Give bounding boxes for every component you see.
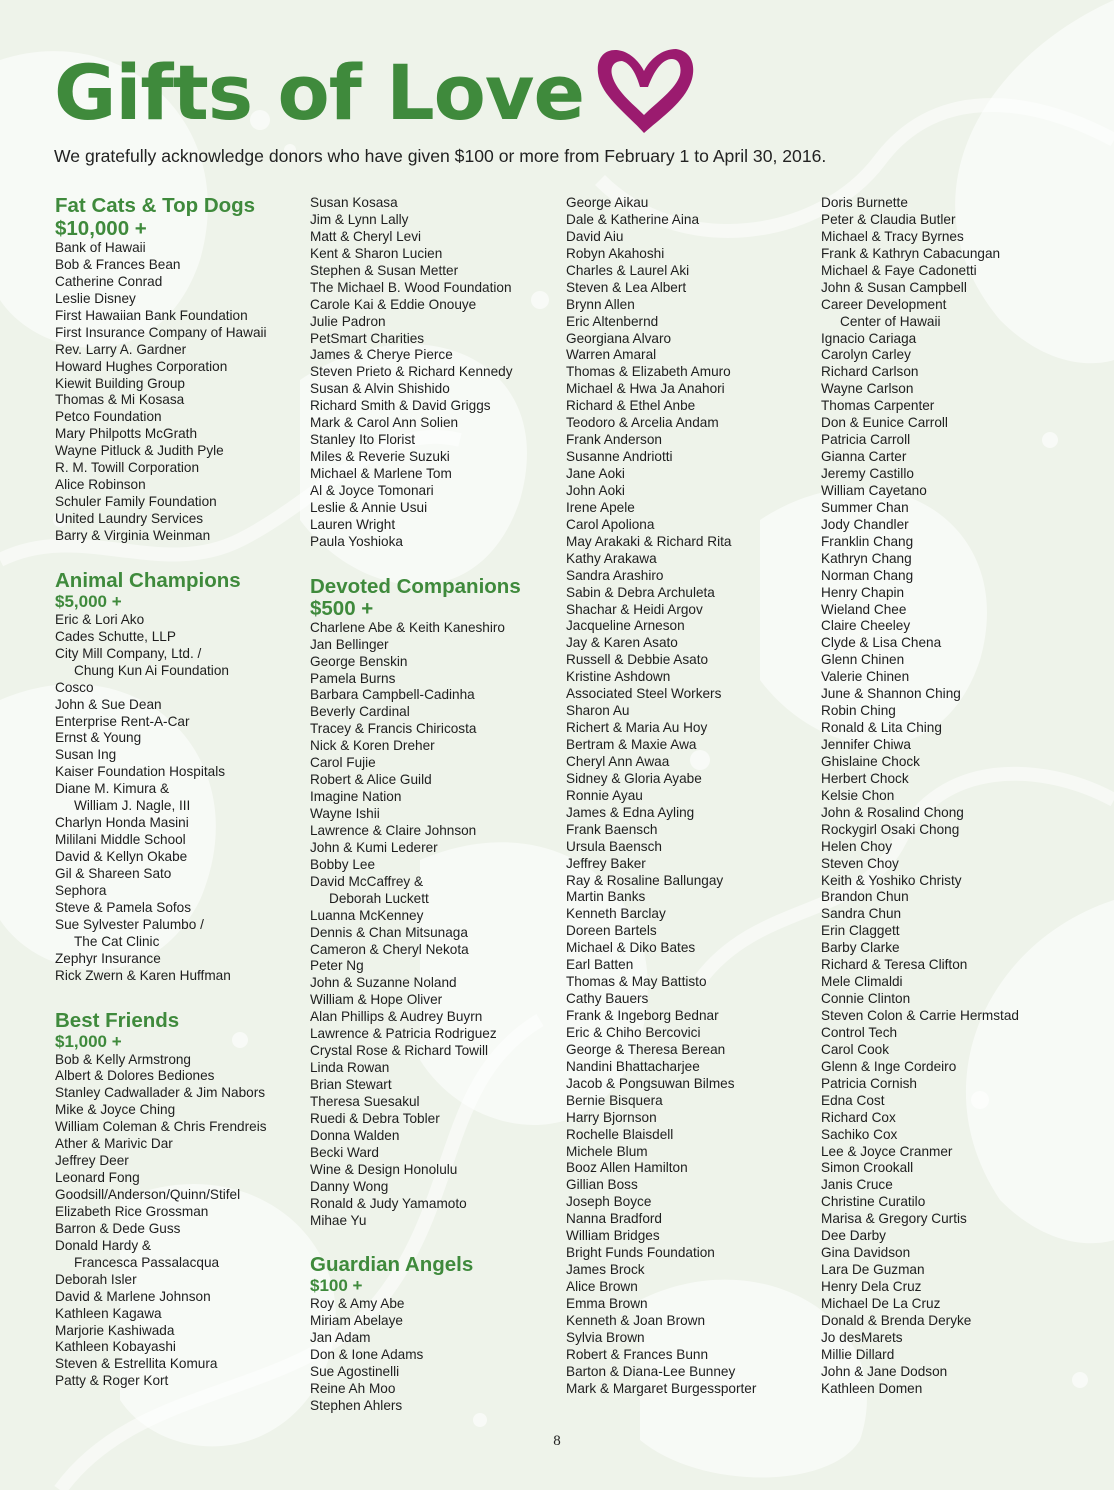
donor-name: United Laundry Services xyxy=(55,511,204,526)
donor-list xyxy=(55,240,303,545)
donor-name: Francesca Passalacqua xyxy=(74,1254,220,1270)
donor-name: Joseph Boyce xyxy=(566,1194,652,1210)
donor-name: Kathleen Kagawa xyxy=(55,1305,162,1321)
column-4 xyxy=(821,195,1069,1398)
donor-name: Diane M. Kimura & xyxy=(55,781,170,797)
donor-name: Doris Burnette xyxy=(821,195,908,210)
donor-name: George Aikau xyxy=(566,195,649,210)
donor-name: Gillian Boss xyxy=(566,1177,638,1193)
donor-name: Jacob & Pongsuwan Bilmes xyxy=(566,1075,735,1091)
donor-name: Leslie Disney xyxy=(55,290,136,306)
donor-name: Ernst & Young xyxy=(55,730,142,746)
donor-name: David & Marlene Johnson xyxy=(55,1288,211,1304)
donor-name: Edna Cost xyxy=(821,1092,885,1108)
donor-name: Sachiko Cox xyxy=(821,1126,898,1142)
donor-name: Sharon Au xyxy=(566,703,630,719)
donor-name: Ather & Marivic Dar xyxy=(55,1136,173,1152)
donor-name: Peter Ng xyxy=(310,958,364,974)
donor-name: Alice Brown xyxy=(566,1279,638,1294)
donor-name: Thomas & May Battisto xyxy=(566,974,707,990)
donor-name: Helen Choy xyxy=(821,838,893,854)
donor-name: Brandon Chun xyxy=(821,889,909,905)
section-amount: $500 + xyxy=(310,596,374,620)
donor-name: Lauren Wright xyxy=(310,516,396,532)
donor-name: Wayne Carlson xyxy=(821,381,914,397)
donor-name: John Aoki xyxy=(566,482,625,498)
donor-name: Julie Padron xyxy=(310,313,386,329)
donor-name: Cameron & Cheryl Nekota xyxy=(310,941,469,957)
donor-name: George Benskin xyxy=(310,653,408,669)
donor-name: Janis Cruce xyxy=(821,1177,893,1193)
donor-name: Rev. Larry A. Gardner xyxy=(55,341,187,357)
donor-name: Shachar & Heidi Argov xyxy=(566,601,703,617)
donor-name: Kathryn Chang xyxy=(821,550,912,566)
donor-name: Theresa Suesakul xyxy=(310,1093,420,1109)
donor-name: The Michael B. Wood Foundation xyxy=(310,279,512,295)
donor-name: Mele Climaldi xyxy=(821,974,903,990)
donor-name: Martin Banks xyxy=(566,889,646,905)
donor-name: Jeffrey Baker xyxy=(566,855,646,871)
donor-name: Marisa & Gregory Curtis xyxy=(821,1211,967,1227)
donor-name: Mark & Carol Ann Solien xyxy=(310,415,459,431)
donor-name: Steven Prieto & Richard Kennedy xyxy=(310,364,513,380)
donor-name: Leslie & Annie Usui xyxy=(310,499,428,515)
donor-name: Connie Clinton xyxy=(821,991,911,1007)
donor-name: Pamela Burns xyxy=(310,670,396,686)
donor-name: Luanna McKenney xyxy=(310,907,424,923)
donor-name: Mark & Margaret Burgessporter xyxy=(566,1380,757,1396)
donor-name: Petco Foundation xyxy=(55,409,162,425)
donor-name: Ronald & Judy Yamamoto xyxy=(310,1195,467,1211)
donor-name: Becki Ward xyxy=(310,1144,379,1160)
donor-name: Earl Batten xyxy=(566,957,634,973)
donor-name: Rochelle Blaisdell xyxy=(566,1126,674,1142)
donor-name: Schuler Family Foundation xyxy=(55,494,217,510)
donor-name: John & Suzanne Noland xyxy=(310,975,457,991)
page-number: 8 xyxy=(553,1433,561,1449)
donor-name: Glenn Chinen xyxy=(821,652,905,668)
donor-name: Sue Sylvester Palumbo / xyxy=(55,916,204,932)
donor-name: Sylvia Brown xyxy=(566,1329,645,1345)
donor-name: Carol Cook xyxy=(821,1041,889,1057)
donor-name: Robert & Frances Bunn xyxy=(566,1346,709,1362)
donor-name: John & Kumi Lederer xyxy=(310,839,438,855)
donor-name: Dee Darby xyxy=(821,1228,886,1244)
donor-name: Beverly Cardinal xyxy=(310,704,410,720)
donor-name: Donald & Brenda Deryke xyxy=(821,1312,972,1328)
donor-name: John & Sue Dean xyxy=(55,696,162,712)
donor-name: David & Kellyn Okabe xyxy=(55,849,188,864)
donor-name: James & Edna Ayling xyxy=(566,804,695,820)
donor-name: Kathleen Domen xyxy=(821,1380,923,1396)
donor-name: Kaiser Foundation Hospitals xyxy=(55,764,226,780)
donor-name: Al & Joyce Tomonari xyxy=(310,482,434,498)
donor-name: Sabin & Debra Archuleta xyxy=(566,584,715,600)
donor-name: Miles & Reverie Suzuki xyxy=(310,449,450,465)
donor-name: Michael & Marlene Tom xyxy=(310,466,452,481)
donor-name: Cosco xyxy=(55,679,94,695)
donor-name: Eric & Chiho Bercovici xyxy=(566,1024,701,1040)
donor-name: John & Rosalind Chong xyxy=(821,804,964,820)
donor-name: Tracey & Francis Chiricosta xyxy=(310,721,477,737)
donor-name: Gil & Shareen Sato xyxy=(55,865,172,881)
donor-name: Reine Ah Moo xyxy=(310,1381,396,1397)
donor-name: William & Hope Oliver xyxy=(310,992,443,1008)
donor-name: Steven Choy xyxy=(821,855,899,871)
donor-name: Jody Chandler xyxy=(821,516,909,532)
donor-name: James & Cherye Pierce xyxy=(310,347,453,363)
donor-name: Erin Claggett xyxy=(821,923,900,939)
donor-name: Susan Kosasa xyxy=(310,195,398,210)
section-title: Fat Cats & Top Dogs xyxy=(55,194,256,217)
donor-name: Simon Crookall xyxy=(821,1160,914,1176)
donor-name: Emma Brown xyxy=(566,1295,648,1311)
donor-name: Patty & Roger Kort xyxy=(55,1373,169,1389)
donor-name: Leonard Fong xyxy=(55,1170,140,1186)
donor-name: Center of Hawaii xyxy=(840,313,941,329)
donor-name: Susan Ing xyxy=(55,747,117,763)
donor-name: Charlene Abe & Keith Kaneshiro xyxy=(310,619,505,635)
donor-name: Mihae Yu xyxy=(310,1212,367,1228)
donor-name: William Bridges xyxy=(566,1228,660,1244)
donor-name: Jeffrey Deer xyxy=(55,1153,129,1169)
section-best-friends-continued xyxy=(310,195,558,551)
donor-name: John & Susan Campbell xyxy=(821,279,967,295)
donor-name: Russell & Debbie Asato xyxy=(566,652,709,668)
column-3 xyxy=(566,195,814,1398)
donor-name: Danny Wong xyxy=(310,1178,389,1194)
heart-icon xyxy=(592,45,696,135)
donor-name: Don & Ione Adams xyxy=(310,1347,424,1363)
donor-list xyxy=(55,1052,303,1391)
donor-name: Keith & Yoshiko Christy xyxy=(821,872,962,888)
donor-name: Kathleen Kobayashi xyxy=(55,1339,176,1355)
donor-name: Patricia Carroll xyxy=(821,432,911,448)
donor-name: Charlyn Honda Masini xyxy=(55,815,189,831)
section-best-friends xyxy=(55,1010,303,1391)
subtitle: We gratefully acknowledge donors who have given $100 or more from February 1 to April 30, 2016. xyxy=(54,146,827,166)
donor-name: Barron & Dede Guss xyxy=(55,1220,181,1236)
donor-name: Wine & Design Honolulu xyxy=(310,1161,458,1177)
donor-name: Wayne Ishii xyxy=(310,806,380,821)
donor-name: Nick & Koren Dreher xyxy=(310,738,435,754)
donor-name: Kelsie Chon xyxy=(821,787,895,803)
donor-name: First Insurance Company of Hawaii xyxy=(55,324,267,340)
donor-list xyxy=(821,195,1069,1398)
donor-name: Roy & Amy Abe xyxy=(310,1296,405,1312)
donor-name: Robin Ching xyxy=(821,703,896,719)
donor-name: Glenn & Inge Cordeiro xyxy=(821,1058,957,1074)
donor-name: Nanna Bradford xyxy=(566,1211,662,1227)
donor-name: William Coleman & Chris Frendreis xyxy=(55,1119,267,1135)
donor-list xyxy=(566,195,814,1398)
section-devoted-companions xyxy=(310,576,558,1230)
donor-name: Michael De La Cruz xyxy=(821,1295,941,1311)
header xyxy=(54,48,696,138)
donor-name: Barbara Campbell-Cadinha xyxy=(310,687,475,703)
donor-name: Bank of Hawaii xyxy=(55,240,146,255)
donor-name: First Hawaiian Bank Foundation xyxy=(55,307,248,323)
donor-name: Brynn Allen xyxy=(566,296,635,312)
donor-name: Steven Colon & Carrie Hermstad xyxy=(821,1008,1019,1023)
donor-name: Jay & Karen Asato xyxy=(566,635,678,651)
donor-name: Rick Zwern & Karen Huffman xyxy=(55,967,231,983)
donor-name: Kiewit Building Group xyxy=(55,375,185,391)
donor-name: Michele Blum xyxy=(566,1143,648,1159)
donor-name: Paula Yoshioka xyxy=(310,533,403,549)
page-title: Gifts of Love xyxy=(54,48,584,137)
donor-name: Ghislaine Chock xyxy=(821,753,920,769)
donor-name: Bernie Bisquera xyxy=(566,1092,663,1108)
donor-name: William Cayetano xyxy=(821,482,927,498)
donor-name: Sandra Arashiro xyxy=(566,567,664,583)
donor-name: Lee & Joyce Cranmer xyxy=(821,1143,953,1159)
donor-name: Eric & Lori Ako xyxy=(55,611,145,627)
donor-name: Dennis & Chan Mitsunaga xyxy=(310,924,468,940)
donor-name: Carol Fujie xyxy=(310,755,376,771)
donor-name: Henry Chapin xyxy=(821,584,905,600)
donor-name: Cheryl Ann Awaa xyxy=(566,753,670,769)
donor-name: Linda Rowan xyxy=(310,1060,390,1076)
donor-name: Bertram & Maxie Awa xyxy=(566,737,697,752)
section-amount: $10,000 + xyxy=(55,217,147,240)
donor-name: Rockygirl Osaki Chong xyxy=(821,821,960,837)
donor-name: Valerie Chinen xyxy=(821,669,910,685)
donor-name: Stanley Ito Florist xyxy=(310,432,416,448)
donor-name: Steven & Lea Albert xyxy=(566,279,687,295)
donor-name: Jan Bellinger xyxy=(310,636,389,652)
donor-name: Jacqueline Arneson xyxy=(566,618,685,634)
donor-name: City Mill Company, Ltd. / xyxy=(55,645,202,661)
donor-name: Howard Hughes Corporation xyxy=(55,358,228,374)
donor-name: David Aiu xyxy=(566,228,624,244)
donor-name: Harry Bjornson xyxy=(566,1109,657,1125)
donor-name: Ray & Rosaline Ballungay xyxy=(566,872,724,888)
donor-name: Barry & Virginia Weinman xyxy=(55,527,211,543)
section-amount: $1,000 + xyxy=(55,1031,122,1051)
donor-name: Nandini Bhattacharjee xyxy=(566,1058,700,1074)
donor-name: Michael & Diko Bates xyxy=(566,940,696,956)
donor-name: Kristine Ashdown xyxy=(566,669,671,685)
donor-name: Peter & Claudia Butler xyxy=(821,211,956,227)
donor-name: Brian Stewart xyxy=(310,1077,392,1092)
donor-name: Sidney & Gloria Ayabe xyxy=(566,770,702,786)
donor-name: Mike & Joyce Ching xyxy=(55,1102,176,1118)
donor-name: Don & Eunice Carroll xyxy=(821,415,948,431)
donor-name: Mary Philpotts McGrath xyxy=(55,426,198,442)
donor-name: Crystal Rose & Richard Towill xyxy=(310,1043,489,1059)
donor-name: Richard & Ethel Anbe xyxy=(566,398,696,414)
donor-name: Doreen Bartels xyxy=(566,923,657,939)
donor-name: Jane Aoki xyxy=(566,466,625,481)
donor-name: June & Shannon Ching xyxy=(821,686,961,702)
column-1 xyxy=(55,195,303,1415)
donor-name: Associated Steel Workers xyxy=(566,686,722,702)
donor-name: James Brock xyxy=(566,1262,645,1278)
donor-name: Michael & Hwa Ja Anahori xyxy=(566,381,725,397)
donor-name: Imagine Nation xyxy=(310,789,402,805)
donor-name: Bob & Kelly Armstrong xyxy=(55,1051,191,1067)
donor-list xyxy=(310,620,558,1230)
donor-name: Lawrence & Claire Johnson xyxy=(310,822,477,838)
donor-name: Christine Curatilo xyxy=(821,1194,926,1210)
donor-name: Bobby Lee xyxy=(310,856,376,872)
section-animal-champions xyxy=(55,570,303,985)
donor-name: Sephora xyxy=(55,882,107,898)
donor-name: Michael & Tracy Byrnes xyxy=(821,228,964,244)
donor-name: Ronald & Lita Ching xyxy=(821,720,942,736)
donor-name: Donna Walden xyxy=(310,1127,400,1143)
donor-name: The Cat Clinic xyxy=(74,933,160,949)
donor-name: Kenneth Barclay xyxy=(566,906,666,922)
donor-name: Franklin Chang xyxy=(821,533,914,549)
donor-name: Carolyn Carley xyxy=(821,347,911,363)
donor-name: Patricia Cornish xyxy=(821,1075,917,1091)
donor-name: Wayne Pitluck & Judith Pyle xyxy=(55,443,224,459)
column-2 xyxy=(310,195,558,1440)
donor-name: Frank & Kathryn Cabacungan xyxy=(821,245,1001,261)
donor-name: Lawrence & Patricia Rodriguez xyxy=(310,1026,497,1042)
donor-name: Susan & Alvin Shishido xyxy=(310,381,450,397)
donor-name: Kenneth & Joan Brown xyxy=(566,1312,706,1328)
donor-name: Deborah Luckett xyxy=(329,890,429,906)
section-title: Best Friends xyxy=(55,1008,180,1032)
donor-name: Frank Baensch xyxy=(566,821,658,837)
donor-name: Bright Funds Foundation xyxy=(566,1245,715,1261)
donor-name: Donald Hardy & xyxy=(55,1237,151,1253)
donor-name: Norman Chang xyxy=(821,567,914,583)
donor-name: Matt & Cheryl Levi xyxy=(310,228,422,244)
section-guardian-angels xyxy=(310,1254,558,1415)
donor-name: Elizabeth Rice Grossman xyxy=(55,1203,209,1219)
donor-name: Stanley Cadwallader & Jim Nabors xyxy=(55,1085,266,1101)
donor-list xyxy=(310,195,558,551)
donor-name: R. M. Towill Corporation xyxy=(55,460,200,476)
donor-name: Lara De Guzman xyxy=(821,1262,925,1278)
donor-name: William J. Nagle, III xyxy=(74,798,191,814)
donor-name: Goodsill/Anderson/Quinn/Stifel xyxy=(55,1187,241,1202)
donor-name: Jan Adam xyxy=(310,1330,371,1346)
donor-name: Stephen Ahlers xyxy=(310,1398,403,1414)
section-title: Animal Champions xyxy=(55,568,241,592)
donor-name: Millie Dillard xyxy=(821,1346,895,1362)
donor-name: Deborah Isler xyxy=(55,1271,137,1287)
section-fat-cats xyxy=(55,195,303,545)
donor-name: Jim & Lynn Lally xyxy=(310,211,409,227)
donor-name: Dale & Katherine Aina xyxy=(566,211,700,227)
donor-name: Wieland Chee xyxy=(821,601,907,617)
donor-name: Booz Allen Hamilton xyxy=(566,1160,688,1176)
section-amount: $100 + xyxy=(310,1276,363,1296)
donor-name: Alan Phillips & Audrey Buyrn xyxy=(310,1009,483,1025)
donor-name: Miriam Abelaye xyxy=(310,1313,403,1329)
donor-name: John & Jane Dodson xyxy=(821,1363,948,1379)
donor-name: Kathy Arakawa xyxy=(566,550,657,566)
donor-name: Jeremy Castillo xyxy=(821,466,914,481)
section-title: Guardian Angels xyxy=(310,1253,474,1277)
donor-name: Thomas & Mi Kosasa xyxy=(55,392,185,408)
donor-name: Teodoro & Arcelia Andam xyxy=(566,415,719,431)
donor-name: Jennifer Chiwa xyxy=(821,737,911,752)
donor-name: Ursula Baensch xyxy=(566,838,662,854)
donor-name: Richard Smith & David Griggs xyxy=(310,398,491,414)
donor-name: Cathy Bauers xyxy=(566,991,649,1007)
donor-name: Cades Schutte, LLP xyxy=(55,628,176,644)
donor-name: Kent & Sharon Lucien xyxy=(310,245,443,261)
donor-list xyxy=(55,612,303,985)
donor-name: Richard & Teresa Clifton xyxy=(821,957,968,973)
donor-name: Clyde & Lisa Chena xyxy=(821,635,942,651)
donor-name: Gina Davidson xyxy=(821,1245,911,1261)
donor-name: Robert & Alice Guild xyxy=(310,772,432,788)
donor-name: Marjorie Kashiwada xyxy=(55,1322,175,1338)
donor-name: Steven & Estrellita Komura xyxy=(55,1356,218,1372)
donor-name: Henry Dela Cruz xyxy=(821,1279,922,1294)
donor-name: Carol Apoliona xyxy=(566,516,655,532)
donor-name: Jo desMarets xyxy=(821,1329,903,1345)
donor-name: Thomas & Elizabeth Amuro xyxy=(566,364,731,380)
donor-name: Frank Anderson xyxy=(566,432,662,448)
donor-name: Richard Carlson xyxy=(821,364,919,380)
donor-name: Ronnie Ayau xyxy=(566,787,643,803)
donor-name: Control Tech xyxy=(821,1024,898,1040)
donor-name: Robyn Akahoshi xyxy=(566,245,665,261)
donor-name: David McCaffrey & xyxy=(310,873,424,889)
donor-name: Herbert Chock xyxy=(821,770,909,786)
donor-name: Barby Clarke xyxy=(821,940,900,956)
donor-name: Ruedi & Debra Tobler xyxy=(310,1110,440,1126)
donor-name: Richard Cox xyxy=(821,1109,896,1125)
donor-name: Zephyr Insurance xyxy=(55,950,161,966)
donor-name: PetSmart Charities xyxy=(310,330,425,346)
donor-name: Ignacio Cariaga xyxy=(821,330,917,346)
donor-name: Sandra Chun xyxy=(821,906,902,922)
donor-name: Summer Chan xyxy=(821,499,909,515)
donor-name: Enterprise Rent-A-Car xyxy=(55,713,190,729)
section-title: Devoted Companions xyxy=(310,574,521,598)
donor-name: Sue Agostinelli xyxy=(310,1364,400,1380)
donor-name: Albert & Dolores Bediones xyxy=(55,1068,215,1084)
section-amount: $5,000 + xyxy=(55,591,122,611)
donor-name: Frank & Ingeborg Bednar xyxy=(566,1008,719,1023)
donor-name: Susanne Andriotti xyxy=(566,449,673,465)
donor-list xyxy=(310,1296,558,1415)
donor-name: Steve & Pamela Sofos xyxy=(55,899,192,915)
donor-name: Irene Apele xyxy=(566,499,635,515)
donor-name: George & Theresa Berean xyxy=(566,1041,726,1057)
donor-name: Bob & Frances Bean xyxy=(55,256,181,272)
donor-name: Gianna Carter xyxy=(821,449,907,465)
donor-name: Thomas Carpenter xyxy=(821,398,935,414)
donor-name: Charles & Laurel Aki xyxy=(566,262,690,278)
donor-name: Barton & Diana-Lee Bunney xyxy=(566,1363,736,1379)
donor-name: Career Development xyxy=(821,296,947,312)
donor-name: Georgiana Alvaro xyxy=(566,330,672,346)
donor-name: Richert & Maria Au Hoy xyxy=(566,720,708,736)
donor-name: Claire Cheeley xyxy=(821,618,911,634)
donor-name: Eric Altenbernd xyxy=(566,313,659,329)
donor-name: Catherine Conrad xyxy=(55,273,163,289)
donor-name: Chung Kun Ai Foundation xyxy=(74,662,229,678)
donor-name: Stephen & Susan Metter xyxy=(310,262,459,278)
donor-name: Warren Amaral xyxy=(566,347,657,363)
donor-name: Michael & Faye Cadonetti xyxy=(821,262,977,278)
donor-name: May Arakaki & Richard Rita xyxy=(566,533,732,549)
donor-name: Mililani Middle School xyxy=(55,832,186,848)
donor-name: Alice Robinson xyxy=(55,477,146,493)
donor-name: Carole Kai & Eddie Onouye xyxy=(310,296,477,312)
